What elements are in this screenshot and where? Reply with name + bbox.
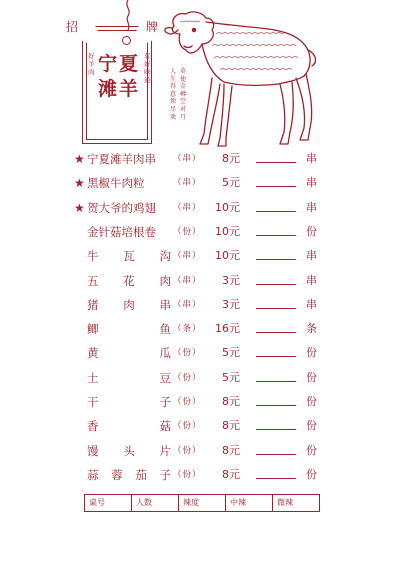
menu-item-measure: 份: [306, 467, 317, 481]
quantity-blank-line[interactable]: [256, 235, 296, 236]
quantity-blank-line[interactable]: [256, 381, 296, 382]
quantity-blank-line[interactable]: [256, 211, 296, 212]
menu-item-measure: 份: [306, 346, 317, 360]
menu-row: [0, 367, 400, 389]
menu-row: [0, 221, 400, 243]
lamb-illustration: [160, 4, 320, 154]
order-field-cell[interactable]: 桌号: [85, 495, 132, 511]
order-field-cell[interactable]: 中辣: [226, 495, 273, 511]
menu-item-measure: 串: [306, 200, 317, 214]
quantity-blank-line[interactable]: [256, 284, 296, 285]
menu-row: [0, 294, 400, 316]
quantity-blank-line[interactable]: [256, 356, 296, 357]
menu-item-measure: 份: [306, 370, 317, 384]
menu-row: [0, 148, 400, 170]
quantity-blank-line[interactable]: [256, 186, 296, 187]
menu-item-price: 8元: [222, 419, 240, 433]
menu-item-unit: （份）: [173, 445, 202, 456]
menu-item-price: 5元: [222, 176, 240, 190]
menu-item-name: 黄 瓜: [87, 346, 171, 361]
menu-item-name: 猪 肉 串: [87, 297, 171, 312]
hanging-string: [122, 0, 134, 30]
menu-item-unit: （份）: [173, 372, 202, 383]
menu-item-name: 牛 瓦 沟: [87, 249, 171, 264]
quantity-blank-line[interactable]: [256, 405, 296, 406]
poem-column-2: 莫使金樽空对月: [180, 68, 187, 121]
menu-item-measure: 份: [306, 419, 317, 433]
menu-item-unit: （份）: [173, 469, 202, 480]
menu-item-measure: 串: [306, 297, 317, 311]
quantity-blank-line[interactable]: [256, 454, 296, 455]
sign-side-right: 有好味道: [144, 52, 151, 84]
menu-item-price: 10元: [215, 224, 240, 238]
sign-side-left: 好羊肉: [88, 52, 95, 76]
menu-item-price: 8元: [222, 152, 240, 165]
order-field-cell[interactable]: 辣度: [179, 495, 226, 511]
menu-item-price: 5元: [222, 346, 240, 360]
menu-item-unit: （条）: [173, 324, 202, 335]
sign-top-right: 牌: [146, 20, 159, 34]
menu-item-unit: （串）: [173, 154, 202, 164]
menu-row: [0, 172, 400, 194]
menu-item-price: 3元: [222, 297, 240, 311]
menu-item-name: 金针菇培根卷: [87, 224, 156, 239]
quantity-blank-line[interactable]: [256, 308, 296, 309]
sign-top-left: 招: [66, 20, 79, 34]
menu-item-name: 香 菇: [87, 419, 171, 434]
sign-tag-hole: [122, 36, 131, 45]
menu-item-measure: 串: [306, 152, 317, 165]
menu-item-unit: （串）: [173, 299, 202, 310]
menu-row: [0, 318, 400, 340]
menu-row: [0, 391, 400, 413]
menu-item-unit: （份）: [173, 397, 202, 407]
menu-item-unit: （份）: [173, 421, 202, 432]
menu-item-unit: （份）: [173, 348, 202, 359]
menu-item-price: 3元: [222, 273, 240, 287]
order-field-cell[interactable]: 微辣: [277, 498, 293, 507]
quantity-blank-line[interactable]: [256, 259, 296, 260]
menu-item-measure: 串: [306, 249, 317, 263]
menu-item-name: 鲫 鱼: [87, 322, 171, 337]
menu-item-price: 16元: [215, 322, 240, 336]
menu-row: [0, 270, 400, 292]
menu-item-price: 8元: [222, 395, 240, 408]
sign-title: 宁夏滩羊: [98, 53, 141, 100]
quantity-blank-line[interactable]: [256, 332, 296, 333]
menu-item-measure: 份: [306, 395, 317, 408]
menu-row: [0, 464, 400, 486]
menu-item-name: 土 豆: [87, 370, 171, 385]
menu-item-unit: （串）: [173, 275, 202, 286]
star-icon: ★: [74, 200, 85, 215]
quantity-blank-line[interactable]: [256, 162, 296, 163]
menu-item-unit: （份）: [173, 226, 202, 237]
menu-row: [0, 342, 400, 364]
menu-item-unit: （串）: [173, 251, 202, 262]
menu-item-measure: 条: [306, 322, 317, 336]
menu-item-measure: 份: [306, 224, 317, 238]
menu-item-measure: 份: [306, 443, 317, 457]
menu-item-measure: 串: [306, 176, 317, 190]
menu-item-name: 贺大爷的鸡翅: [87, 200, 156, 215]
poem-column-1: 人生得意须尽欢: [170, 68, 177, 121]
menu-item-unit: （串）: [173, 202, 202, 213]
menu-item-price: 5元: [222, 370, 240, 384]
menu-item-name: 五 花 肉: [87, 273, 171, 288]
star-icon: ★: [74, 176, 85, 191]
menu-item-name: 干 子: [87, 395, 171, 409]
order-field-cell[interactable]: 人数: [132, 495, 179, 511]
menu-item-unit: （串）: [173, 178, 202, 189]
menu-item-measure: 串: [306, 273, 317, 287]
menu-item-price: 10元: [215, 249, 240, 263]
menu-row: [0, 415, 400, 437]
menu-item-price: 8元: [222, 467, 240, 481]
menu-item-price: 10元: [215, 200, 240, 214]
menu-item-name: 黑椒牛肉粒: [87, 176, 145, 191]
menu-row: [0, 245, 400, 267]
menu-row: [0, 197, 400, 219]
star-icon: ★: [74, 152, 85, 166]
menu-item-name: 蒜 蓉 茄 子: [87, 467, 171, 482]
menu-item-price: 8元: [222, 443, 240, 457]
order-info-table: [84, 494, 320, 512]
menu-row: [0, 440, 400, 462]
menu-item-name: 宁夏滩羊肉串: [87, 152, 156, 166]
quantity-blank-line[interactable]: [256, 429, 296, 430]
quantity-blank-line[interactable]: [256, 478, 296, 479]
menu-item-name: 馒 头 片: [87, 443, 171, 458]
